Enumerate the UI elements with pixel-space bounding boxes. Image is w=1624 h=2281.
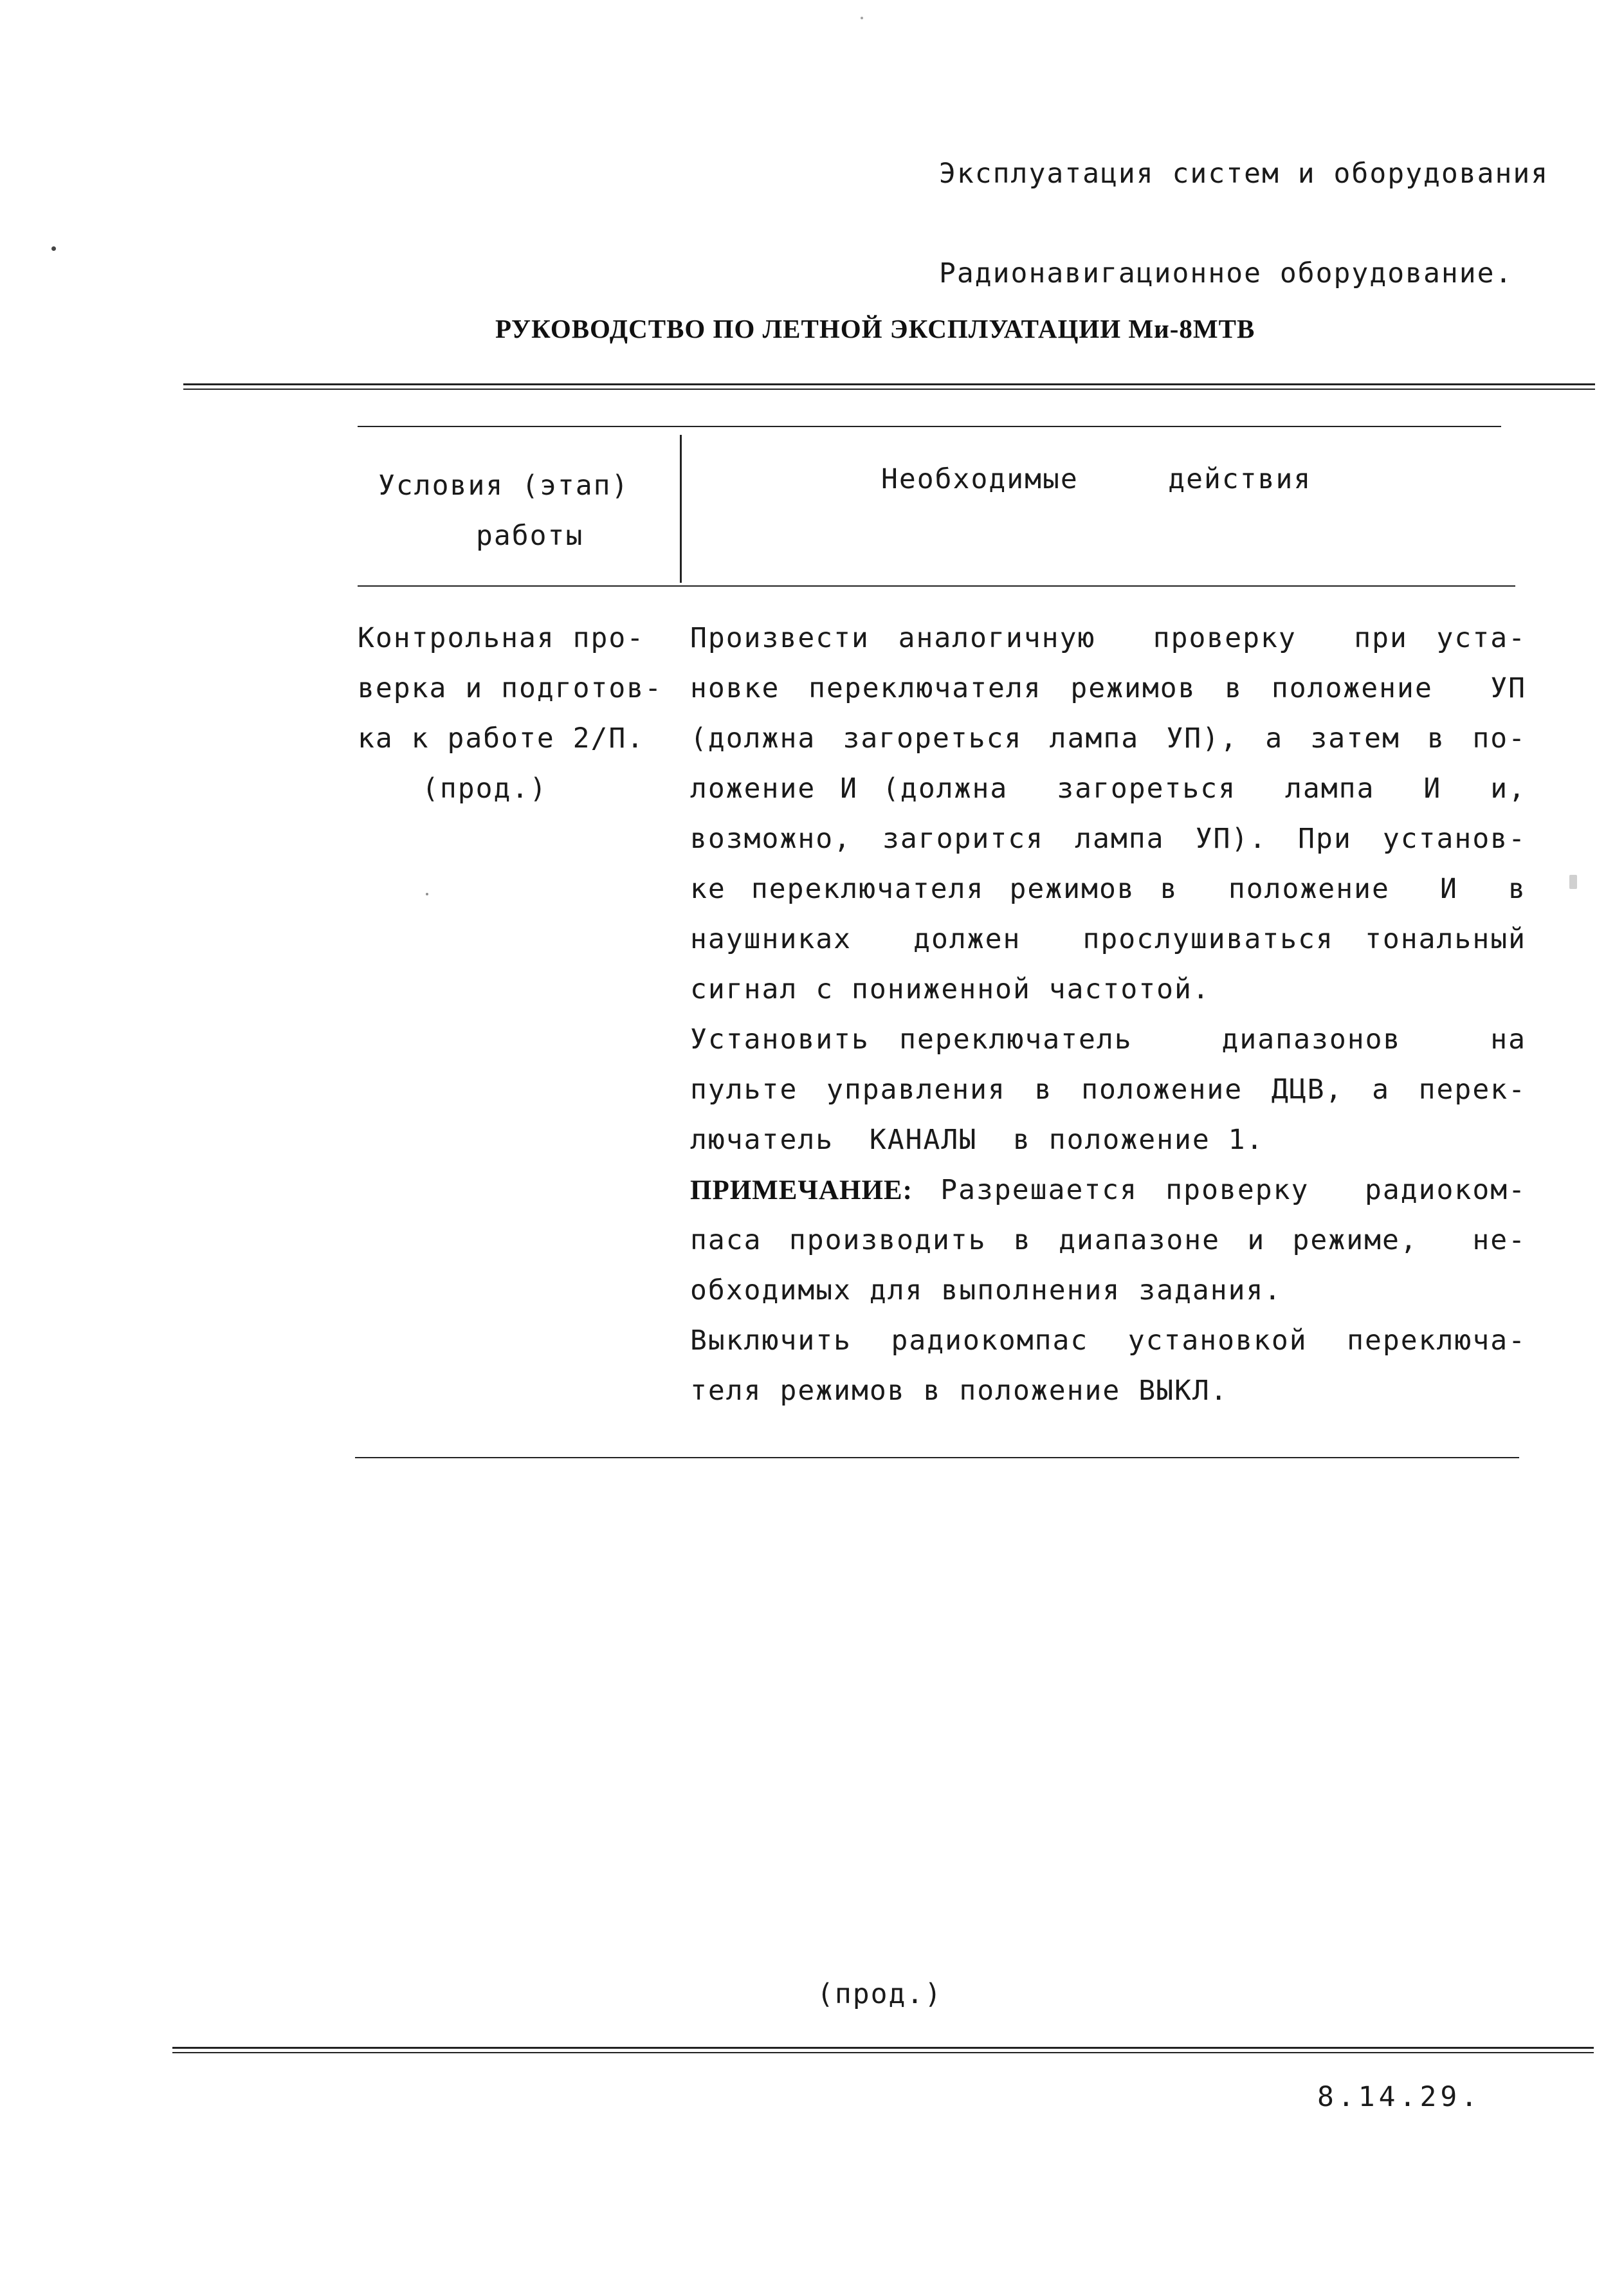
note-label: ПРИМЕЧАНИЕ: (690, 1175, 913, 1205)
section-title: Эксплуатация систем и оборудования (939, 158, 1549, 190)
action-line: ке переключателя режимов в положение И в (690, 873, 1526, 905)
subsection-title: Радионавигационное оборудование. (939, 257, 1513, 289)
header-rule-bottom (183, 389, 1595, 390)
action-line: Выключить радиокомпас установкой переключа- (690, 1324, 1526, 1357)
action-line: Установить переключатель диапазонов на (690, 1023, 1526, 1056)
condition-line: Контрольная про- (358, 622, 645, 654)
header-column-separator (680, 435, 682, 583)
manual-title: РУКОВОДСТВО ПО ЛЕТНОЙ ЭКСПЛУАТАЦИИ Ми-8МТВ (495, 314, 1255, 344)
footer-rule-top (172, 2047, 1594, 2049)
footer-rule-bottom (172, 2052, 1594, 2053)
table-header-rule (358, 585, 1515, 587)
table-top-rule (358, 426, 1501, 427)
condition-line: верка и подготов- (358, 672, 663, 704)
note-line: паса производить в диапазоне и режиме, не- (690, 1224, 1526, 1256)
scan-speck (1569, 875, 1577, 889)
action-line: возможно, загорится лампа УП). При установ- (690, 823, 1526, 855)
scan-speck (861, 17, 863, 19)
action-line: новке переключателя режимов в положение УП (690, 672, 1526, 704)
action-line: Произвести аналогичную проверку при уста- (690, 622, 1526, 654)
col-condition-header-line1: Условия (этап) (378, 470, 630, 502)
condition-line: (прод.) (422, 773, 548, 805)
header-rule-top (183, 383, 1595, 385)
table-bottom-rule (355, 1457, 1519, 1458)
actions-cell (690, 613, 1526, 1416)
action-line: пульте управления в положение ДЦВ, а перек- (690, 1074, 1526, 1106)
condition-cell (358, 613, 679, 814)
note-text: Разрешается проверку радиоком- (940, 1174, 1526, 1206)
action-line: лючатель КАНАЛЫ в положение 1. (690, 1124, 1264, 1156)
action-line: ложение И (должна загореться лампа И и, (690, 773, 1526, 805)
col-actions-header: Необходимые действия (881, 463, 1312, 495)
action-line: (должна загореться лампа УП), а затем в по- (690, 722, 1526, 755)
action-line: сигнал с пониженной частотой. (690, 973, 1210, 1005)
page-number: 8.14.29. (1317, 2081, 1482, 2113)
action-line: наушниках должен прослушиваться тональный (690, 923, 1526, 955)
action-line: теля режимов в положение ВЫКЛ. (690, 1375, 1228, 1407)
note-line: обходимых для выполнения задания. (690, 1274, 1282, 1306)
scan-speck (51, 246, 56, 251)
scan-speck (426, 893, 428, 895)
col-condition-header-line2: работы (476, 520, 584, 552)
note-first-line (690, 1165, 1526, 1215)
continued-label: (прод.) (817, 1978, 943, 2010)
condition-line: ка к работе 2/П. (358, 722, 645, 755)
